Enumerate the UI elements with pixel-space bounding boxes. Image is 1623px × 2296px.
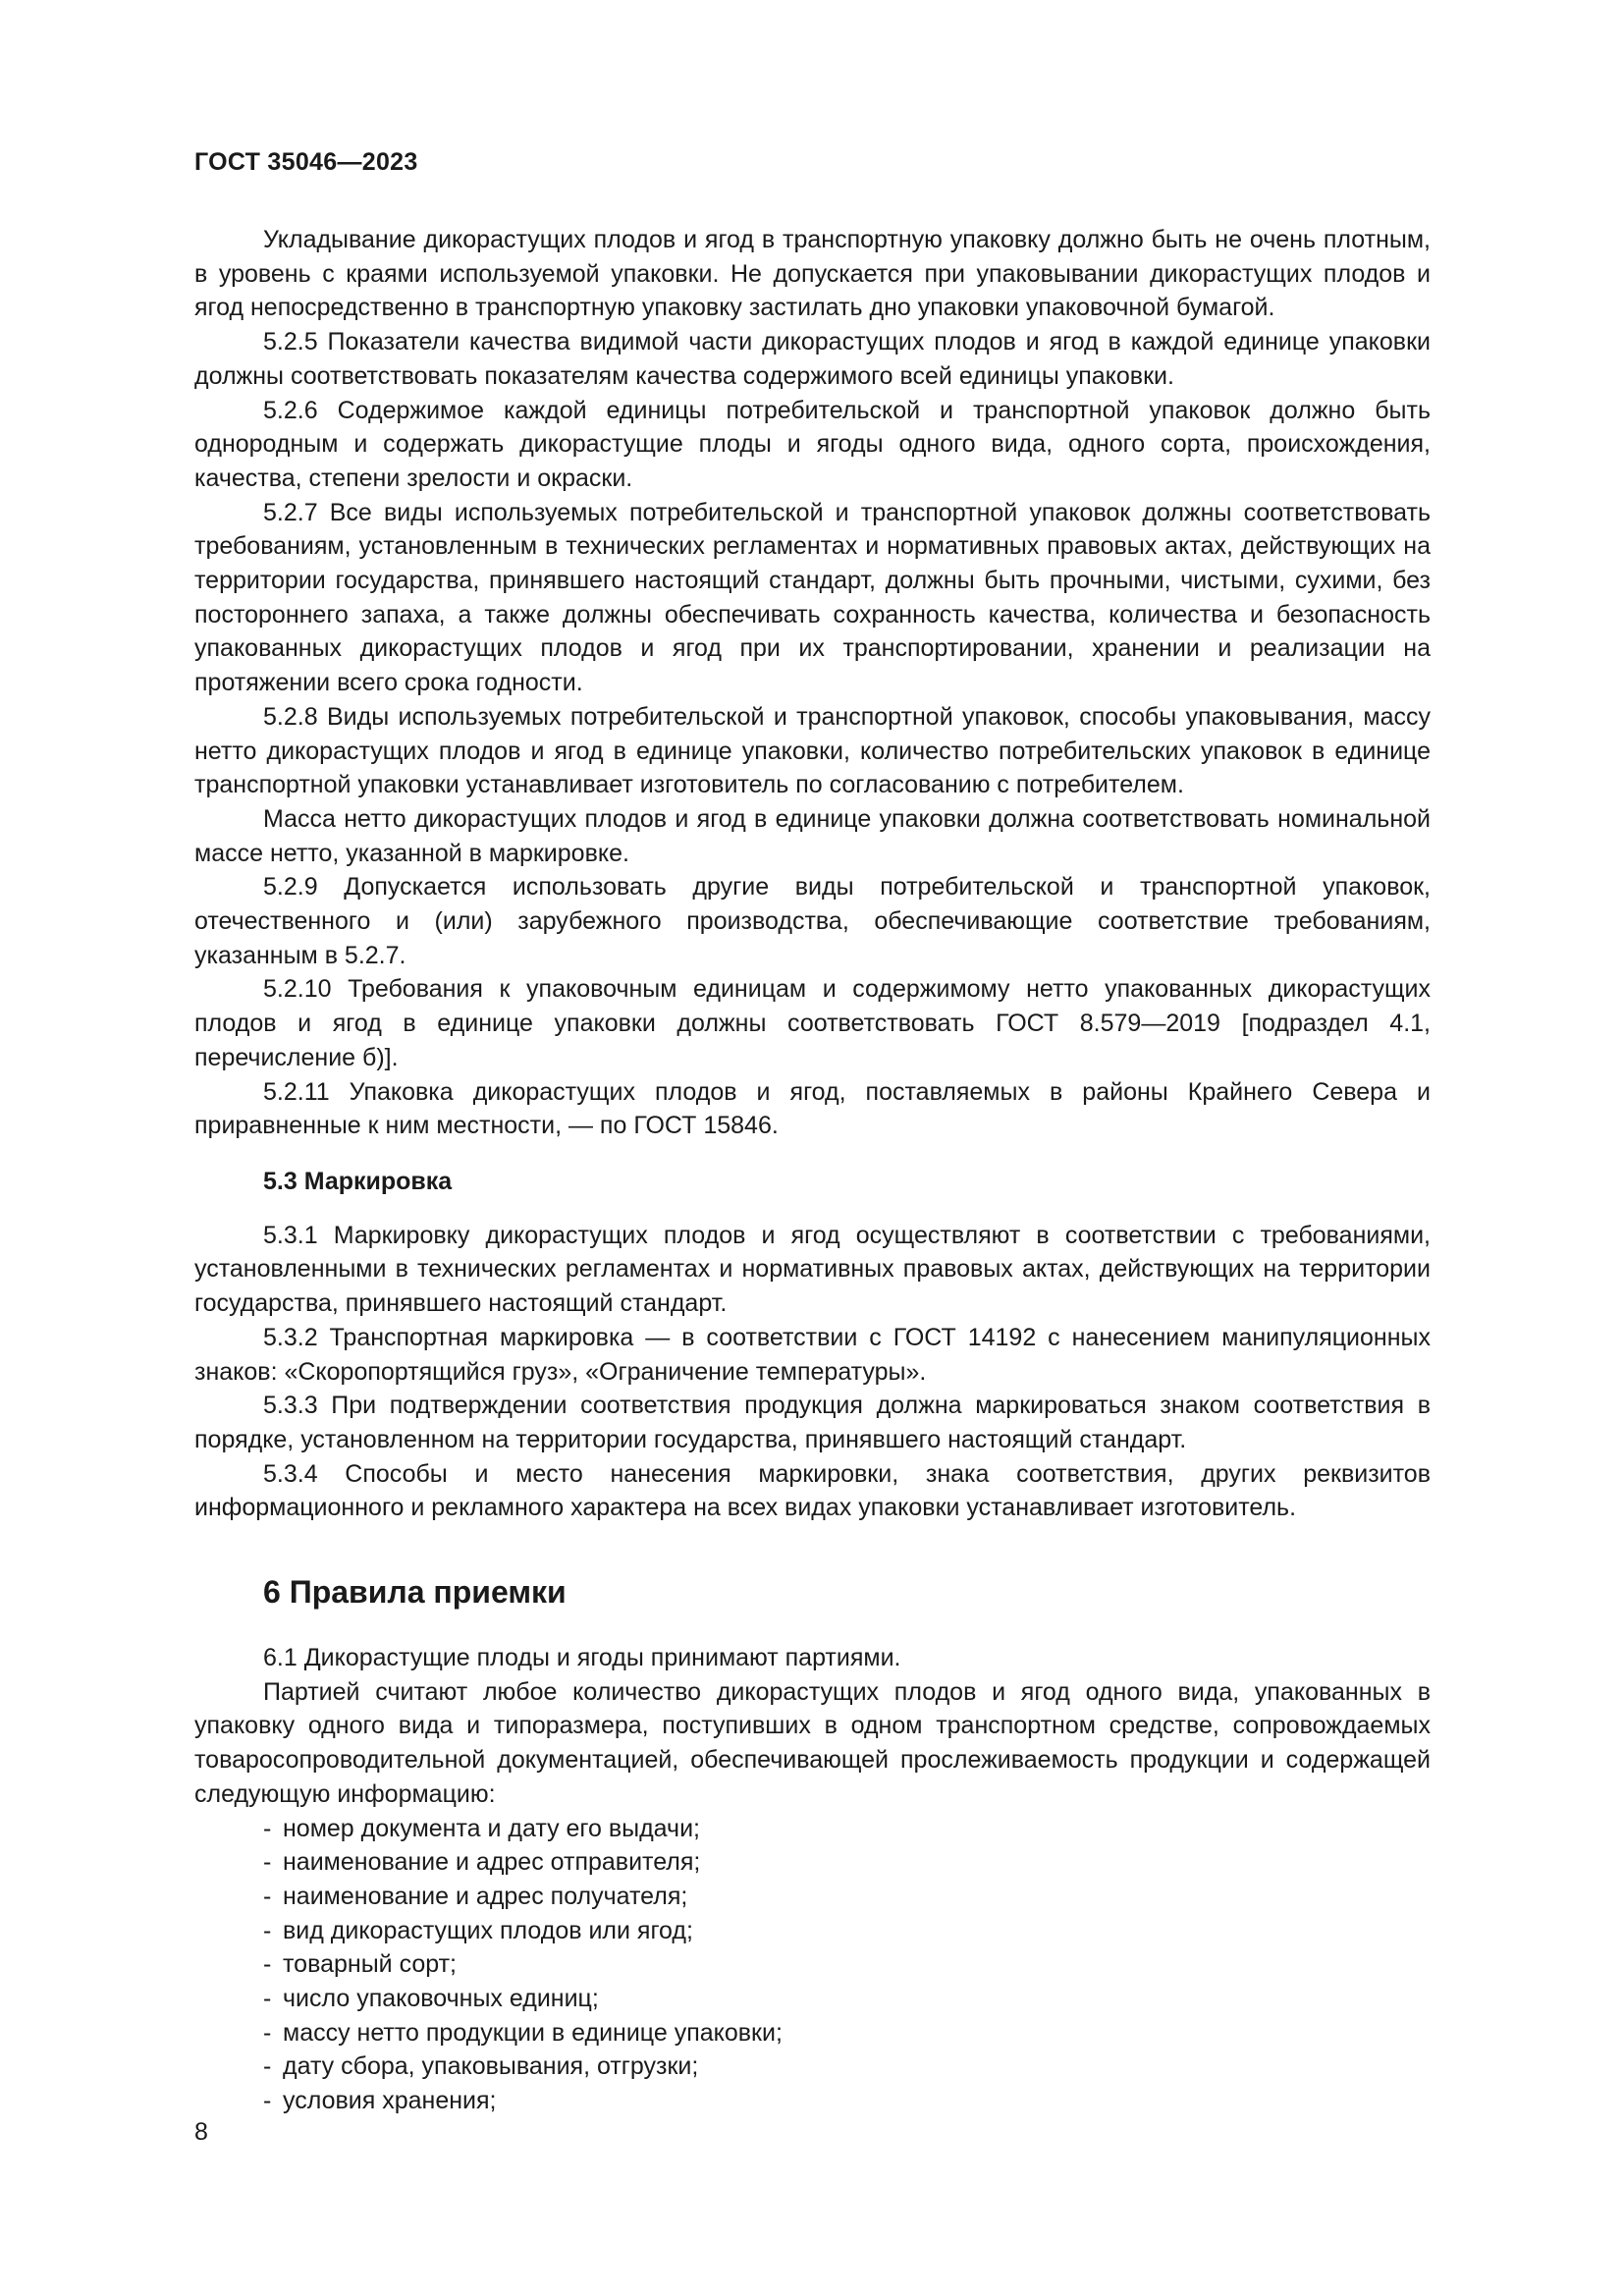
list-marker: - — [263, 2087, 272, 2115]
list-item-text: массу нетто продукции в единице упаковки; — [283, 2018, 783, 2047]
list-marker: - — [263, 2052, 272, 2081]
list-item-text: условия хранения; — [283, 2087, 497, 2115]
list-item-text: товарный сорт; — [283, 1950, 458, 1979]
list-marker: - — [263, 2018, 272, 2047]
list-item-text: наименование и адрес получателя; — [283, 1882, 688, 1910]
paragraph: 5.2.6 Содержимое каждой единицы потребительской и транспортной упаковок должно быть однородным и содержать дикорастущие плоды и ягоды одного вида, одного сорта, происхождения, качества, степени зрелости и окраски. — [194, 396, 1431, 492]
list-marker: - — [263, 1916, 272, 1944]
list-marker: - — [263, 1950, 272, 1979]
list-marker: - — [263, 1848, 272, 1877]
list-marker: - — [263, 1882, 272, 1910]
list-item — [194, 1914, 1431, 1948]
list-item-text: номер документа и дату его выдачи; — [283, 1814, 700, 1842]
list-item — [194, 1812, 1431, 1846]
list-item-text: дату сбора, упаковывания, отгрузки; — [283, 2052, 699, 2081]
paragraph: 5.3.2 Транспортная маркировка — в соответствии с ГОСТ 14192 с нанесением манипуляционных знаков: «Скоропортящийся груз», «Ограничение температуры». — [194, 1323, 1431, 1386]
paragraph: 5.2.11 Упаковка дикорастущих плодов и ягод, поставляемых в районы Крайнего Севера и приравненные к ним местности, — по ГОСТ 15846. — [194, 1077, 1431, 1140]
info-list — [194, 1812, 1431, 2118]
list-item — [194, 1845, 1431, 1880]
paragraph: 5.3.3 При подтверждении соответствия продукция должна маркироваться знаком соответствия в порядке, установленном на территории государства, принявшего настоящий стандарт. — [194, 1392, 1431, 1453]
paragraph: Укладывание дикорастущих плодов и ягод в транспортную упаковку должно быть не очень плотным, в уровень с краями используемой упаковки. Не допускается при упаковывании дикорастущих плодов и ягод непосредственно в транспортную упаковку застилать дно упаковки упаковочной бумагой. — [194, 226, 1431, 322]
document-body — [194, 223, 1431, 2118]
paragraph: 5.2.7 Все виды используемых потребительской и транспортной упаковок должны соответствовать требованиям, установленным в технических регламентах и нормативных правовых актах, действующих на территории государства, принявшего настоящий стандарт, должны быть прочными, чистыми, сухими, без постороннего запаха, а также должны обеспечивать сохранность качества, количества и безопасность упакованных дикорастущих плодов и ягод при их транспортировании, хранении и реализации на протяжении всего срока годности. — [194, 498, 1431, 697]
document-header: ГОСТ 35046—2023 — [194, 148, 418, 176]
section-title-acceptance-rules: 6 Правила приемки — [263, 1574, 567, 1611]
paragraph: 6.1 Дикорастущие плоды и ягоды принимают партиями. — [263, 1644, 901, 1672]
list-item-text: наименование и адрес отправителя; — [283, 1848, 701, 1877]
list-item — [194, 2016, 1431, 2050]
list-item — [194, 1880, 1431, 1914]
list-item — [194, 2050, 1431, 2084]
list-item-text: вид дикорастущих плодов или ягод; — [283, 1916, 693, 1944]
list-marker: - — [263, 1814, 272, 1842]
list-item — [194, 2084, 1431, 2118]
list-marker: - — [263, 1985, 272, 2013]
paragraph: 5.2.8 Виды используемых потребительской и транспортной упаковок, способы упаковывания, массу нетто дикорастущих плодов и ягод в единице упаковки, количество потребительских упаковок в единице транспортной упаковки устанавливает изготовитель по согласованию с потребителем. — [194, 702, 1431, 799]
list-item — [194, 1947, 1431, 1982]
paragraph: 5.3.1 Маркировку дикорастущих плодов и ягод осуществляют в соответствии с требованиями, установленными в технических регламентах и нормативных правовых актах, действующих на территории государства, принявшего настоящий стандарт. — [194, 1221, 1431, 1318]
paragraph: Масса нетто дикорастущих плодов и ягод в единице упаковки должна соответствовать номинальной массе нетто, указанной в маркировке. — [194, 804, 1431, 867]
list-item-text: число упаковочных единиц; — [283, 1985, 599, 2013]
subsection-title-marking: 5.3 Маркировка — [263, 1167, 453, 1195]
paragraph: 5.2.9 Допускается использовать другие виды потребительской и транспортной упаковок, отечественного и (или) зарубежного производства, обеспечивающие соответствие требованиям, указанным в 5.2.7. — [194, 873, 1431, 969]
paragraph: 5.2.5 Показатели качества видимой части дикорастущих плодов и ягод в каждой единице упаковки должны соответствовать показателям качества содержимого всей единицы упаковки. — [194, 328, 1431, 390]
paragraph: 5.2.10 Требования к упаковочным единицам и содержимому нетто упакованных дикорастущих плодов и ягод в единице упаковки должны соответствовать ГОСТ 8.579—2019 [подраздел 4.1, перечисление б)]. — [194, 975, 1431, 1071]
paragraph: Партией считают любое количество дикорастущих плодов и ягод одного вида, упакованных в упаковку одного вида и типоразмера, поступивших в одном транспортном средстве, сопровождаемых товаросопроводительной документацией, обеспечивающей прослеживаемость продукции и содержащей следующую информацию: — [194, 1677, 1431, 1808]
page-number: 8 — [194, 2118, 208, 2146]
list-item — [194, 1982, 1431, 2016]
paragraph: 5.3.4 Способы и место нанесения маркировки, знака соответствия, других реквизитов информационного и рекламного характера на всех видах упаковки устанавливает изготовитель. — [194, 1459, 1431, 1522]
